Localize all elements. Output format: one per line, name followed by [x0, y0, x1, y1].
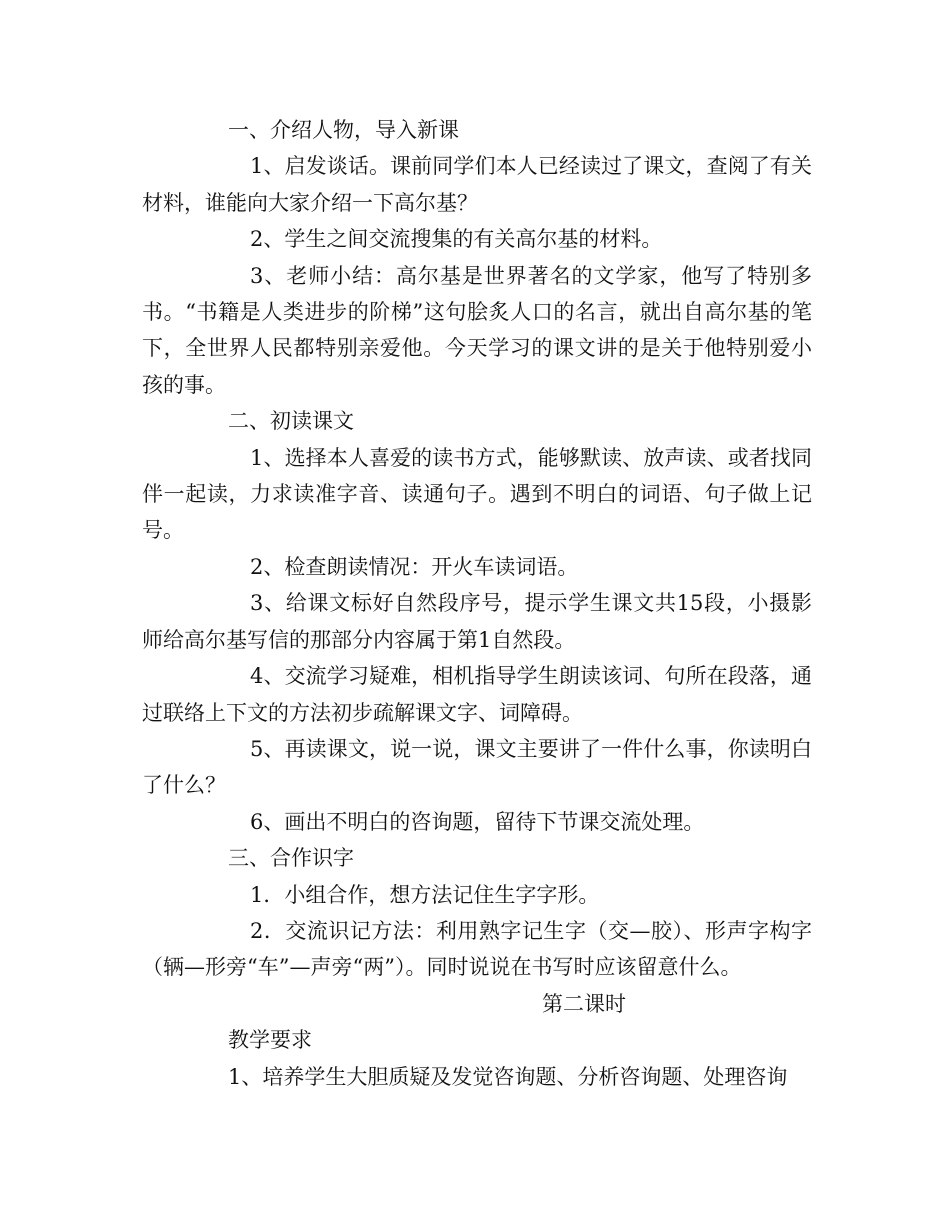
section-heading: 二、初读课文	[228, 409, 354, 434]
paragraph: 5、再读课文，说一说，课文主要讲了一件什么事，你读明白了什么？	[142, 736, 812, 798]
paragraph: 1、启发谈话。课前同学们本人已经读过了课文，查阅了有关材料，谁能向大家介绍一下高尔基？	[142, 154, 812, 215]
paragraph: 1．小组合作，想方法记住生字字形。	[250, 882, 600, 907]
paragraph: 1、选择本人喜爱的读书方式，能够默读、放声读、或者找同伴一起读，力求读准字音、读通句子。遇到不明白的词语、句子做上记号。	[142, 445, 812, 543]
section-heading: 三、合作识字	[228, 846, 354, 871]
paragraph: 2、检查朗读情况：开火车读词语。	[250, 554, 579, 579]
paragraph: 3、给课文标好自然段序号，提示学生课文共15段，小摄影师给高尔基写信的那部分内容属于第1自然段。	[142, 591, 812, 652]
section-heading: 一、介绍人物，导入新课	[228, 118, 459, 142]
document-body	[142, 112, 812, 1095]
paragraph: 4、交流学习疑难，相机指导学生朗读该词、句所在段落，通过联络上下文的方法初步疏解课文字、词障碍。	[142, 664, 812, 725]
paragraph: 2．交流识记方法：利用熟字记生字（交—胶）、形声字构字（辆—形旁“车”—声旁“两”）。同时说说在书写时应该留意什么。	[142, 918, 812, 980]
paragraph: 3、老师小结：高尔基是世界著名的文学家，他写了特别多书。“书籍是人类进步的阶梯”这句脍炙人口的名言，就出自高尔基的笔下，全世界人民都特别亲爱他。今天学习的课文讲的是关于他特别爱小孩的事。	[142, 263, 812, 397]
paragraph: 6、画出不明白的咨询题，留待下节课交流处理。	[250, 809, 705, 834]
section-heading: 教学要求	[228, 1028, 312, 1053]
lesson-title: 第二课时	[542, 991, 626, 1016]
paragraph: 2、学生之间交流搜集的有关高尔基的材料。	[250, 227, 663, 252]
paragraph: 1、培养学生大胆质疑及发觉咨询题、分析咨询题、处理咨询	[228, 1064, 788, 1089]
